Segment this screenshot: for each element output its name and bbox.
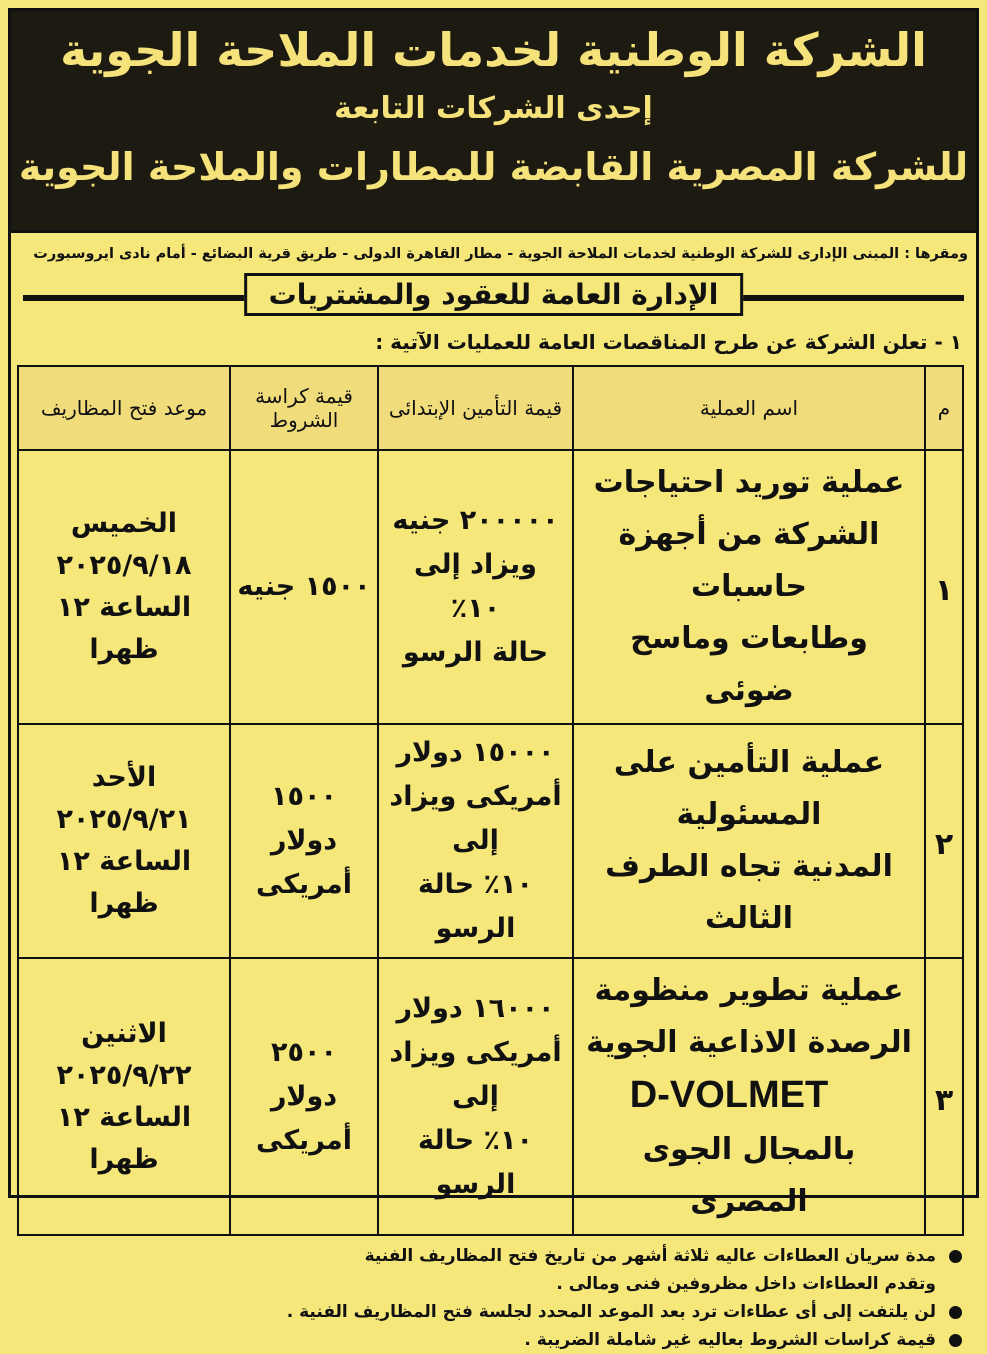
text-line: ١٠٪ حالة الرسو: [418, 869, 533, 944]
text-line: أمريكى ويزاد إلى: [389, 1036, 562, 1112]
table-row: [18, 724, 963, 958]
text-line: أمريكى ويزاد إلى: [389, 781, 562, 856]
insurance-value: [378, 958, 573, 1235]
list-item: [25, 1298, 962, 1326]
intro-text: ١ - تعلن الشركة عن طرح المناقصات العامة للعمليات الآتية :: [375, 330, 962, 354]
header-insurance: قيمة التأمين الإبتدائى: [378, 366, 573, 450]
text-line: الاثنين: [81, 1017, 167, 1049]
list-item: [25, 1242, 962, 1298]
table-header-row: [18, 366, 963, 450]
tenders-table: [17, 365, 964, 1236]
conditions-fee: [230, 724, 378, 958]
text-line: وطابعات وماسح ضوئى: [630, 621, 868, 708]
parent-company: للشركة المصرية القابضة للمطارات والملاحة الجوية: [18, 145, 969, 189]
row-index: ٣: [925, 958, 963, 1235]
text-line: ٢٠٢٥/٩/١٨: [56, 550, 192, 581]
text-line: ٢٠٠٠٠٠ جنيه: [392, 505, 559, 536]
text-line: عملية توريد احتياجات: [593, 465, 905, 500]
text-line: دولار أمريكى: [256, 825, 352, 900]
table-row: [18, 450, 963, 724]
text-line: ٢٥٠٠: [271, 1036, 337, 1068]
text-line: ويزاد إلى ١٠٪: [414, 549, 537, 624]
text-line: الساعة ١٢ ظهرا: [56, 1101, 192, 1175]
text-line: حالة الرسو: [402, 637, 549, 668]
operation-name: [573, 450, 925, 724]
text-line: الأحد: [91, 762, 157, 793]
bullet-icon: [949, 1306, 962, 1319]
text-line: عملية تطوير منظومة: [594, 973, 904, 1008]
text-line: الشركة من أجهزة حاسبات: [618, 517, 880, 604]
text-line: ١٥٠٠٠ دولار: [396, 737, 555, 768]
company-title: الشركة الوطنية لخدمات الملاحة الجوية: [60, 23, 927, 77]
header-banner: [11, 11, 976, 233]
opening-date: [18, 724, 230, 958]
insurance-value: [378, 450, 573, 724]
tender-advertisement: [8, 8, 979, 1350]
conditions-fee: [230, 450, 378, 724]
text-line: المدنية تجاه الطرف الثالث: [605, 849, 893, 936]
text-line: الساعة ١٢ ظهرا: [56, 592, 192, 665]
note-line: وتقدم العطاءات داخل مظروفين فنى ومالى .: [556, 1274, 936, 1294]
text-line: عملية التأمين على المسئولية: [613, 745, 885, 832]
list-item: [25, 1326, 962, 1354]
header-date: موعد فتح المظاريف: [18, 366, 230, 450]
text-line: ٢٠٢٥/٩/٢١: [56, 804, 192, 835]
bullet-icon: [949, 1334, 962, 1347]
opening-date: [18, 450, 230, 724]
department-title: الإدارة العامة للعقود والمشتريات: [244, 273, 744, 316]
notes-list: [25, 1242, 962, 1354]
company-address: ومقرها : المبنى الإدارى للشركة الوطنية لخدمات الملاحة الجوية - مطار القاهرة الدولى - طريق قرية البضائع - أمام نادى ايروسبورت: [33, 246, 968, 262]
opening-date: [18, 958, 230, 1235]
department-row: [11, 269, 976, 323]
note-line: لن يلتفت إلى أى عطاءات ترد بعد الموعد المحدد لجلسة فتح المظاريف الفنية .: [286, 1302, 936, 1322]
company-subtitle: إحدى الشركات التابعة: [334, 91, 653, 126]
note-line: مدة سريان العطاءات عاليه ثلاثة أشهر من تاريخ فتح المظاريف الفنية: [364, 1246, 936, 1266]
row-index: ١: [925, 450, 963, 724]
text-line: الخميس: [70, 508, 178, 539]
text-line: [584, 1069, 914, 1124]
text-line: ١٥٠٠ جنيه: [237, 571, 371, 602]
insurance-value: [378, 724, 573, 958]
text-line: الرصدة الاذاعية الجوية: [586, 1025, 912, 1060]
bullet-icon: [949, 1250, 962, 1263]
text-line: الساعة ١٢ ظهرا: [56, 846, 192, 919]
text-line: بالمجال الجوى المصرى: [642, 1132, 856, 1219]
conditions-fee: [230, 958, 378, 1235]
text-line: ١٠٪ حالة الرسو: [418, 1124, 533, 1200]
header-index: م: [925, 366, 963, 450]
system-code: D-VOLMET: [629, 1074, 829, 1116]
table-row: [18, 958, 963, 1235]
text-line: ٢٠٢٥/٩/٢٢: [56, 1059, 192, 1091]
text-line: ١٦٠٠٠ دولار: [396, 992, 555, 1024]
header-fee: قيمة كراسة الشروط: [230, 366, 378, 450]
note-line: قيمة كراسات الشروط بعاليه غير شاملة الضريبة .: [524, 1330, 936, 1350]
header-name: اسم العملية: [573, 366, 925, 450]
row-index: ٢: [925, 724, 963, 958]
text-line: ١٥٠٠: [271, 781, 337, 812]
operation-name: [573, 958, 925, 1235]
text-line: دولار أمريكى: [256, 1080, 352, 1156]
operation-name: [573, 724, 925, 958]
